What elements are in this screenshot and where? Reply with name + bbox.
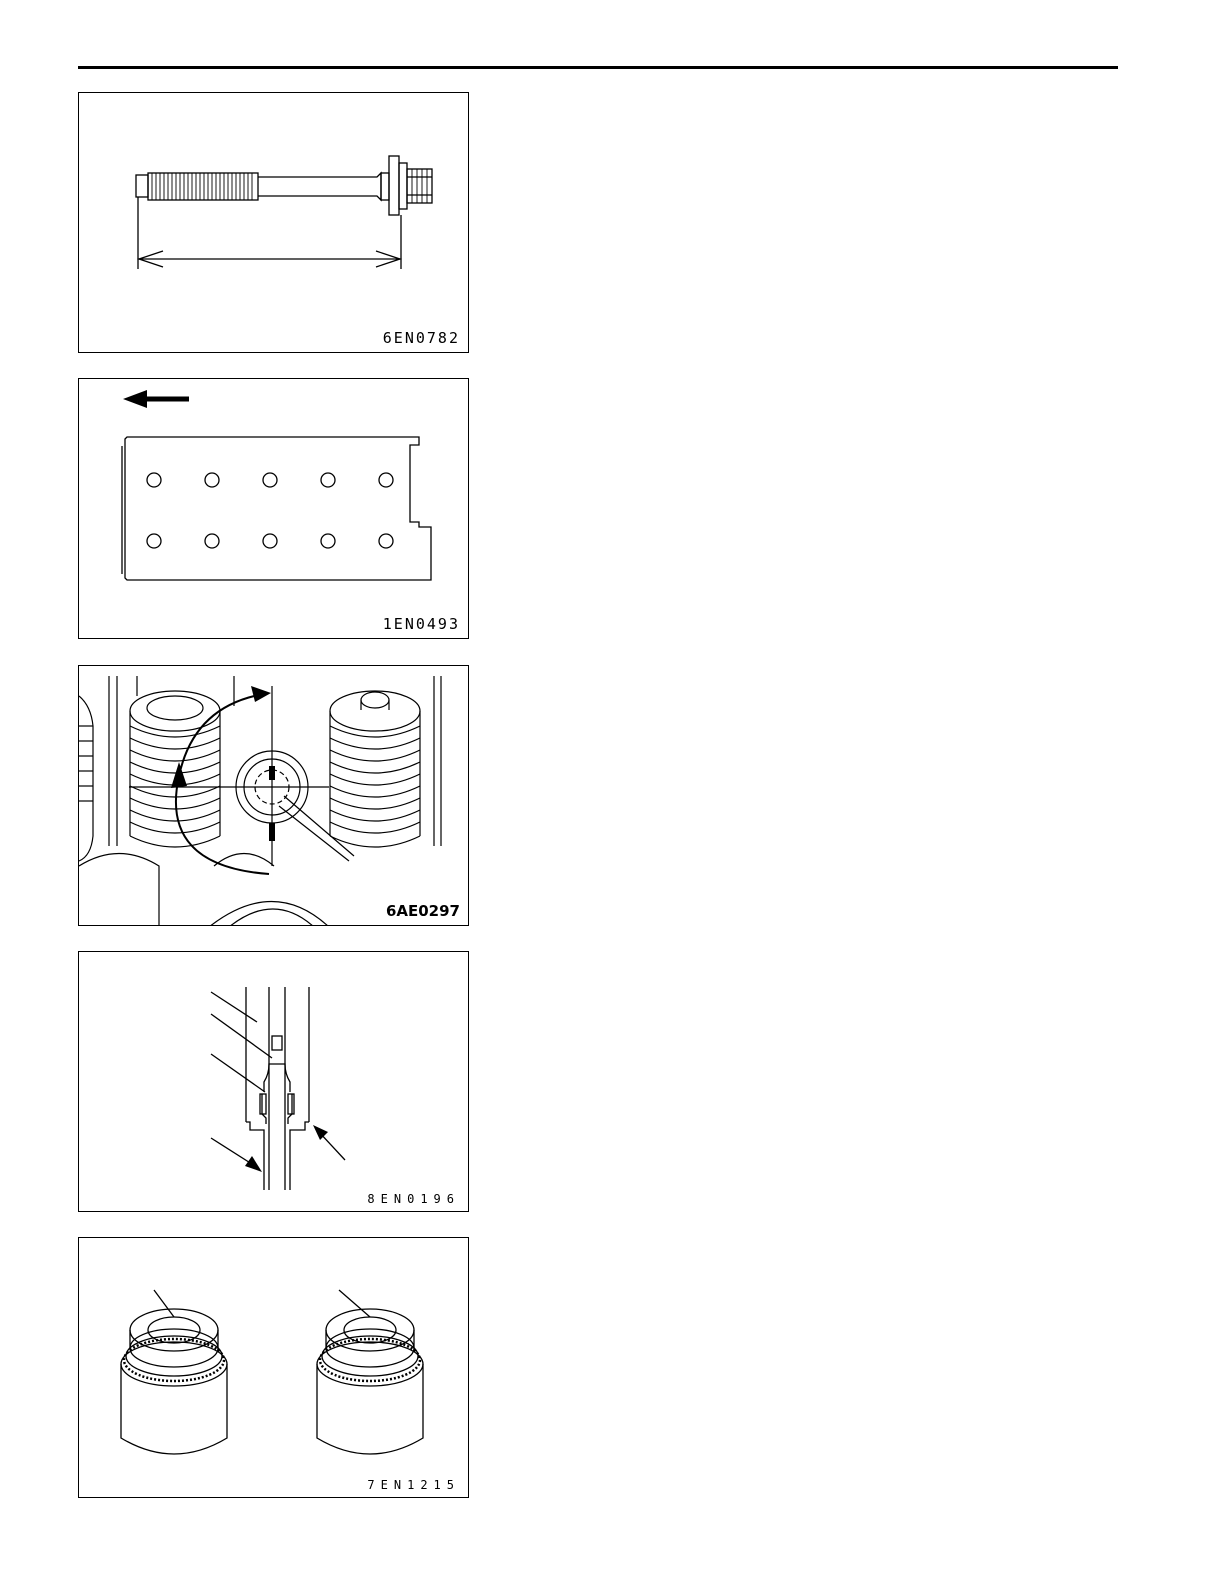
stem-seal-section-illustration [79, 952, 469, 1212]
figure-code: 8EN0196 [367, 1192, 460, 1206]
stem-seals-illustration [79, 1238, 469, 1498]
rotation-arrow-icon [171, 762, 187, 788]
figure-code: 6AE0297 [385, 902, 460, 920]
figure-stem-seals [78, 1237, 469, 1498]
figure-code: 7EN1215 [367, 1478, 460, 1492]
figure-code: 1EN0493 [382, 615, 460, 633]
bolt-illustration [79, 93, 469, 353]
figure-stem-seal-section [78, 951, 469, 1212]
figure-bolt-pattern [78, 378, 469, 639]
front-arrow-icon [123, 390, 189, 408]
pointer-arrow-icon [313, 1125, 328, 1140]
figure-bolt-length [78, 92, 469, 353]
cylinder-head-illustration [79, 379, 469, 639]
rotation-arrow-icon [251, 686, 271, 702]
header-rule [78, 66, 1118, 69]
valve-spring-illustration [79, 666, 469, 926]
figure-code: 6EN0782 [382, 329, 460, 347]
pointer-arrow-icon [245, 1156, 262, 1172]
figure-valve-springs [78, 665, 469, 926]
